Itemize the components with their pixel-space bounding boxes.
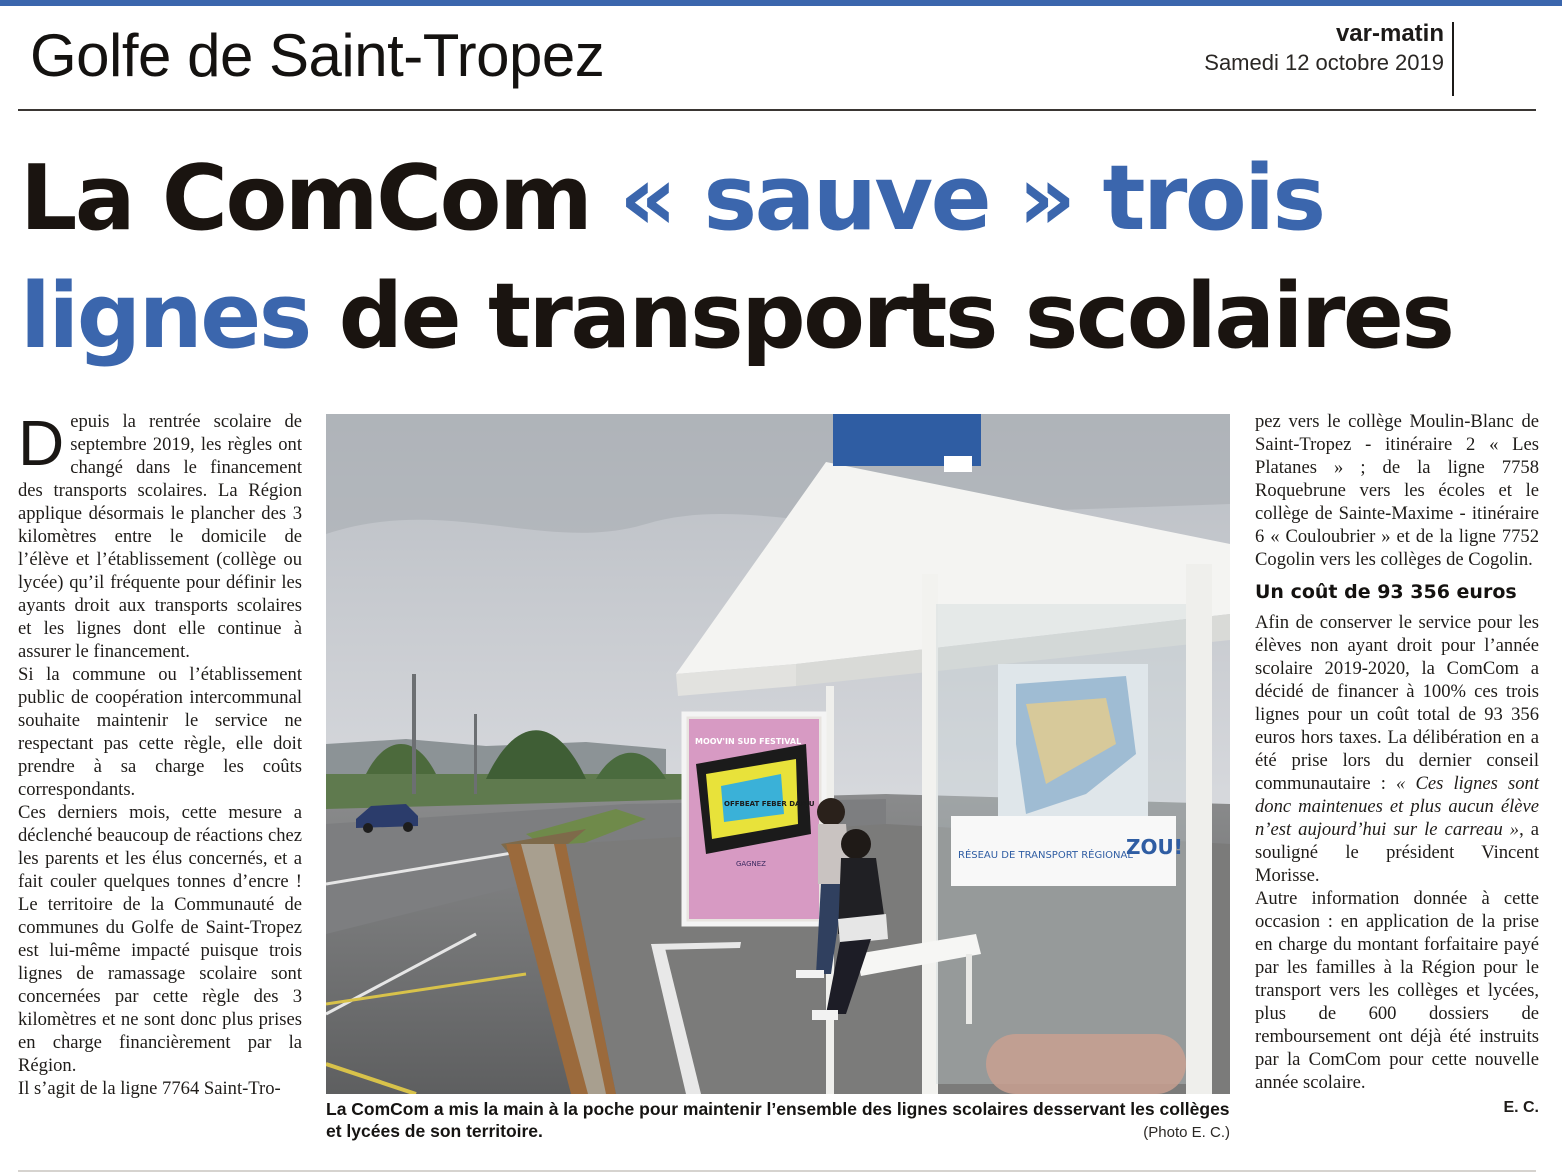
paragraph: Si la commune ou l’établissement public de coopération intercommunal souhaite maintenir le service ne respectant pas cette règle, elle doit prendre à sa charge les coûts correspondants. bbox=[18, 664, 302, 800]
paragraph: pez vers le collège Moulin-Blanc de Saint-Tropez - itinéraire 2 « Les Platanes » ; de la ligne 7758 Roquebrune vers les écoles et le collège de Sainte-Maxime - itinéraire 6 « Couloubrier » et de la ligne 7752 Cogolin vers les collèges de Cogolin. bbox=[1255, 411, 1539, 570]
paragraph bbox=[1255, 611, 1539, 887]
article-subhead: Un coût de 93 356 euros bbox=[1255, 581, 1517, 603]
issue-date: Samedi 12 octobre 2019 bbox=[1204, 50, 1444, 75]
poster-extra: GAGNEZ bbox=[736, 860, 766, 868]
paragraph-text: Afin de conserver le service pour les élèves non ayant droit pour l’année scolaire 2019-2020, la ComCom a décidé de financer à 100% ces trois lignes pour un coût total de 93 356 euros hors taxes. La délibération en a été prise lors du dernier conseil communautaire : bbox=[1255, 612, 1539, 794]
poster-band: OFFBEAT FEBER DADJU bbox=[724, 800, 815, 808]
article-column-right bbox=[1255, 410, 1539, 1119]
poster-title: MOOV'IN SUD FESTIVAL bbox=[695, 737, 802, 746]
publication-name: var-matin bbox=[1335, 20, 1444, 47]
article-headline bbox=[20, 140, 1550, 376]
photo-credit: (Photo E. C.) bbox=[1143, 1124, 1230, 1141]
drop-cap: D bbox=[18, 407, 65, 479]
author-signature: E. C. bbox=[1503, 1099, 1539, 1116]
article-photo bbox=[326, 414, 1230, 1094]
quote: « Ces lignes sont donc maintenues et plus aucun élève n’est aujourd’hui sur le carreau » bbox=[1255, 773, 1539, 840]
bottom-rule bbox=[18, 1170, 1536, 1172]
masthead bbox=[1204, 20, 1444, 78]
photo-caption: La ComCom a mis la main à la poche pour maintenir l’ensemble des lignes scolaires desservant les collèges et lycées de son territoire. bbox=[326, 1099, 1230, 1141]
header-divider bbox=[18, 109, 1536, 111]
paragraph-text: epuis la rentrée scolaire de septembre 2019, les règles ont changé dans le financement des transports scolaires. La Région applique désormais le plancher des 3 kilomètres entre le domicile de l’élève et l’établissement (collège ou lycée) qu’il fréquente pour définir les ayants droit aux transports scolaires et les lignes dont elle continue à assurer le financement. bbox=[18, 411, 302, 662]
paragraph bbox=[18, 407, 302, 663]
headline-part-3: lignes bbox=[20, 264, 310, 369]
zou-logo: ZOU! bbox=[1126, 835, 1183, 859]
article-column-left bbox=[18, 407, 302, 1100]
top-color-bar bbox=[0, 0, 1562, 6]
paragraph: Il s’agit de la ligne 7764 Saint-Tro- bbox=[18, 1078, 281, 1099]
headline-part-2: « sauve » trois bbox=[619, 146, 1324, 251]
paragraph: Ces derniers mois, cette mesure a déclenché beaucoup de réactions chez les parents et les élus concernés, et a fait couler quelques tonnes d’encre ! Le territoire de la Communauté de communes du Golfe de Saint-Tropez est lui-même impacté puisque trois lignes de ramassage scolaire sont concernées par cette règle des 3 kilomètres et ne sont donc plus prises en charge financièrement par la Région. bbox=[18, 802, 302, 1076]
bus-shelter-photo bbox=[326, 414, 1230, 1094]
paragraph-text: , a souligné le président Vincent Morisse. bbox=[1255, 819, 1539, 886]
headline-part-1: La ComCom bbox=[20, 146, 620, 251]
section-title: Golfe de Saint-Tropez bbox=[30, 22, 605, 89]
masthead-rule bbox=[1452, 22, 1454, 96]
paragraph: Autre information donnée à cette occasion : en application de la prise en charge du montant forfaitaire payé par les familles à la Région pour le transport vers les collèges et lycées, plus de 600 dossiers de remboursement ont déjà été instruits par la ComCom pour cette nouvelle année scolaire. bbox=[1255, 888, 1539, 1093]
zou-sign-text: RÉSEAU DE TRANSPORT RÉGIONAL bbox=[958, 850, 1133, 861]
headline-part-4: de transports scolaires bbox=[309, 264, 1453, 369]
